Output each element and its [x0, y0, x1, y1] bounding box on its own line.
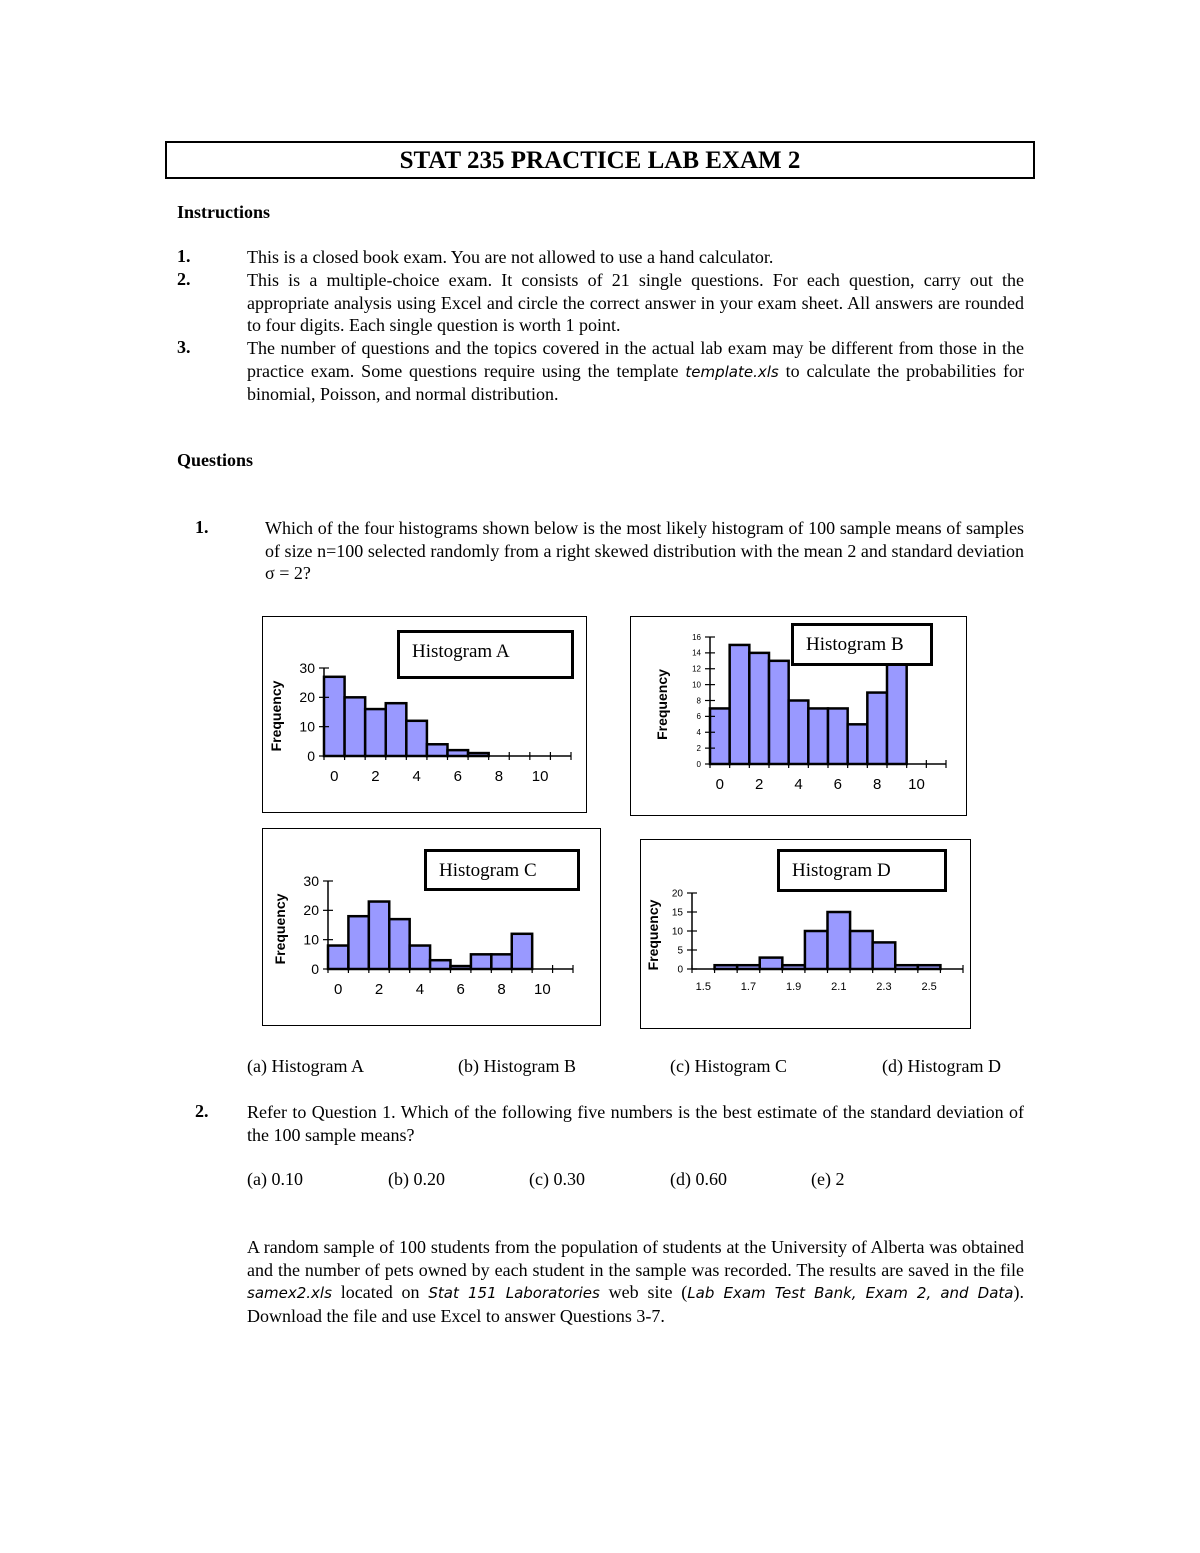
x-tick-label: 4: [412, 768, 421, 785]
text: The number of questions and the topics covered in the actual lab exam may be different from those in the practice exam. Some questions require using the template: [247, 338, 1024, 381]
histogram-bar: [386, 703, 407, 756]
answer-option[interactable]: (a) 0.10: [247, 1169, 303, 1189]
y-tick-label: 14: [692, 648, 701, 658]
histogram-bar: [848, 724, 868, 764]
x-tick-label: 10: [908, 776, 925, 793]
y-axis-label: Frequency: [268, 680, 284, 752]
histogram-bar: [828, 912, 851, 969]
x-tick-label: 2.5: [921, 981, 937, 993]
x-tick-label: 6: [456, 981, 465, 998]
instruction-text: [247, 337, 1024, 406]
text: located on: [331, 1282, 429, 1302]
y-tick-label: 2: [696, 743, 701, 753]
histogram-bar: [369, 902, 389, 969]
histogram-chart: [630, 616, 967, 816]
answer-option[interactable]: (e) 2: [811, 1169, 845, 1189]
x-tick-label: 6: [453, 768, 462, 785]
answer-option[interactable]: (d) Histogram D: [882, 1056, 1001, 1076]
question-text: Which of the four histograms shown below is the most likely histogram of 100 sample means of samples of size n=100 selected randomly from a right skewed distribution with the mean 2 and standard deviation σ = 2?: [265, 518, 1024, 583]
x-tick-label: 1.9: [785, 981, 802, 993]
text: to calculate the probabilities for binomial, Poisson, and normal distribution.: [247, 360, 1024, 404]
instruction-number: 1.: [177, 246, 191, 266]
y-tick-label: 8: [696, 696, 701, 706]
x-tick-label: 10: [531, 768, 549, 785]
y-tick-label: 10: [299, 718, 315, 735]
histogram-bar: [328, 946, 348, 969]
x-tick-label: 4: [794, 776, 803, 793]
answer-option[interactable]: (a) Histogram A: [247, 1056, 364, 1076]
histogram-bar: [389, 919, 409, 969]
page-title: STAT 235 PRACTICE LAB EXAM 2: [165, 141, 1035, 179]
y-axis-label: Frequency: [645, 899, 661, 971]
x-tick-label: 4: [415, 981, 425, 998]
histogram-bar: [430, 960, 450, 969]
histogram-bar: [749, 653, 769, 764]
x-tick-label: 2.1: [831, 981, 847, 993]
y-axis-label: Frequency: [654, 669, 670, 740]
histogram-title: Histogram A: [397, 630, 574, 679]
histogram-title: Histogram C: [424, 849, 580, 891]
question-number: 1.: [195, 517, 209, 537]
y-tick-label: 10: [671, 926, 683, 938]
text: A random sample of 100 students from the population of students at the University of Alberta was obtained and the number of pets owned by each student in the sample was recorded. The results are saved in the file: [247, 1237, 1024, 1280]
text: ). Download the file and use Excel to answer Questions 3-7.: [247, 1282, 1024, 1326]
y-tick-label: 10: [303, 931, 319, 948]
histogram-bar: [491, 954, 511, 969]
histogram-bar: [410, 946, 430, 969]
histogram-bar: [808, 708, 828, 764]
y-tick-label: 0: [677, 964, 683, 976]
histogram-chart: [262, 616, 587, 813]
histogram-bar: [512, 934, 532, 969]
y-tick-label: 0: [307, 747, 315, 764]
x-tick-label: 1.5: [695, 981, 711, 993]
x-tick-label: 8: [494, 768, 504, 785]
y-tick-label: 30: [299, 659, 315, 676]
x-tick-label: 10: [534, 981, 551, 998]
instruction-number: 2.: [177, 269, 191, 289]
histogram-bar: [867, 693, 887, 764]
histogram-bar: [850, 931, 873, 969]
y-tick-label: 5: [677, 945, 683, 957]
histogram-bar: [805, 931, 828, 969]
y-tick-label: 20: [671, 888, 683, 900]
x-tick-label: 1.7: [740, 981, 757, 993]
answer-option[interactable]: (b) 0.20: [388, 1169, 445, 1189]
histogram-chart: [640, 839, 971, 1029]
histogram-bar: [471, 954, 491, 969]
y-tick-label: 4: [696, 728, 701, 738]
histogram-bar: [324, 677, 345, 756]
histogram-title: Histogram D: [777, 849, 947, 892]
x-tick-label: 0: [334, 981, 343, 998]
instruction-text: This is a multiple-choice exam. It consists of 21 single questions. For each question, carry out the appropriate analysis using Excel and circle the correct answer in your exam sheet. All answers are rounded to four digits. Each single question is worth 1 point.: [247, 270, 1024, 335]
x-tick-label: 0: [715, 776, 725, 793]
histogram-bar: [828, 708, 848, 764]
histogram-title: Histogram B: [791, 623, 933, 666]
histogram-bar: [730, 645, 750, 764]
y-tick-label: 15: [671, 907, 683, 919]
questions-heading: Questions: [177, 450, 254, 470]
y-tick-label: 10: [692, 680, 701, 690]
x-tick-label: 2: [754, 776, 764, 793]
y-tick-label: 30: [303, 872, 319, 889]
x-tick-label: 2: [371, 768, 380, 785]
instruction-number: 3.: [177, 337, 191, 357]
filename: template.xls: [685, 362, 779, 381]
answer-option[interactable]: (d) 0.60: [670, 1169, 727, 1189]
x-tick-label: 6: [833, 776, 843, 793]
y-tick-label: 12: [692, 664, 701, 674]
histogram-bar: [760, 958, 783, 969]
text: web site (: [599, 1282, 688, 1302]
site-name: Stat 151 Laboratories: [428, 1284, 600, 1302]
histogram-bar: [769, 661, 789, 764]
histogram-bar: [789, 701, 809, 765]
histogram-bar: [887, 653, 907, 764]
filename: samex2.xls: [247, 1284, 332, 1302]
histogram-bar: [345, 697, 366, 756]
histogram-bar: [348, 916, 368, 969]
question-text: Refer to Question 1. Which of the following five numbers is the best estimate of the standard deviation of the 100 sample means?: [247, 1102, 1024, 1145]
instruction-text: This is a closed book exam. You are not allowed to use a hand calculator.: [247, 247, 774, 267]
histogram-bar: [427, 744, 448, 756]
histogram-bar: [365, 709, 386, 756]
histogram-bar: [873, 942, 896, 969]
y-tick-label: 0: [311, 960, 319, 977]
y-tick-label: 20: [303, 902, 319, 919]
answer-option[interactable]: (c) Histogram C: [670, 1056, 787, 1076]
question-number: 2.: [195, 1101, 209, 1121]
answer-option[interactable]: (c) 0.30: [529, 1169, 585, 1189]
site-path: Lab Exam Test Bank, Exam 2, and Data: [687, 1284, 1014, 1302]
y-tick-label: 6: [696, 712, 701, 722]
histogram-chart: [262, 828, 601, 1026]
y-axis-label: Frequency: [272, 893, 288, 965]
x-tick-label: 0: [330, 768, 339, 785]
y-tick-label: 20: [299, 689, 315, 706]
x-tick-label: 2.3: [876, 981, 892, 993]
histogram-bar: [448, 750, 469, 756]
y-tick-label: 16: [692, 632, 701, 642]
histogram-bar: [406, 721, 427, 756]
context-paragraph: [247, 1236, 1024, 1327]
x-tick-label: 8: [872, 776, 882, 793]
answer-option[interactable]: (b) Histogram B: [458, 1056, 576, 1076]
x-tick-label: 2: [374, 981, 384, 998]
x-tick-label: 8: [497, 981, 506, 998]
y-tick-label: 0: [696, 759, 701, 769]
instructions-heading: Instructions: [177, 202, 271, 222]
